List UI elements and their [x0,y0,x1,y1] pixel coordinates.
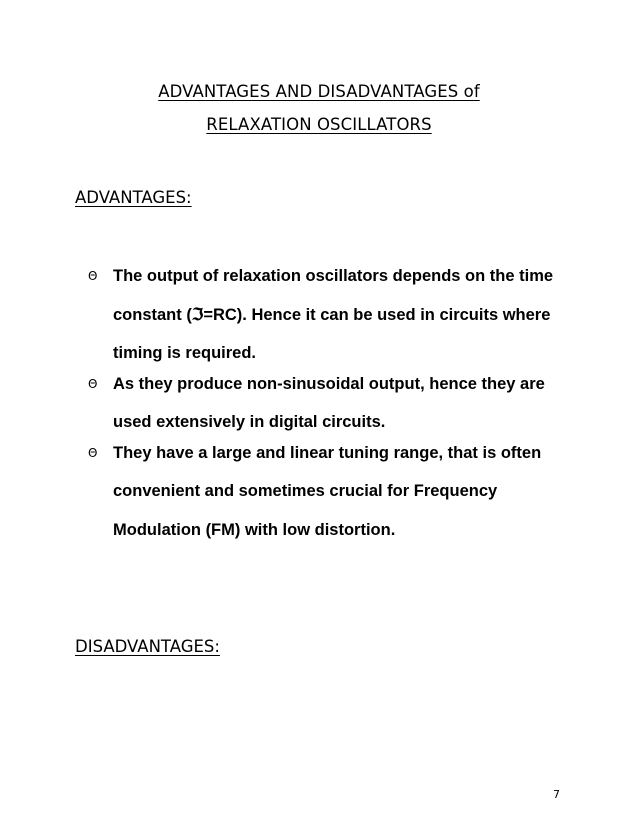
list-item [88,434,558,550]
advantages-list [88,265,558,549]
list-item [88,365,558,442]
theta-bullet-icon: Θ [88,376,98,391]
list-item-text: As they produce non-sinusoidal output, hence they are used extensively in digital circuits. [113,374,545,431]
theta-bullet-icon: Θ [88,445,98,460]
disadvantages-heading: DISADVANTAGES: [75,637,220,656]
theta-bullet-icon: Θ [88,269,98,283]
page-number: 7 [553,788,560,801]
list-item [88,257,558,373]
advantages-heading: ADVANTAGES: [75,188,192,207]
list-item-text: They have a large and linear tuning range, that is often convenient and sometimes crucial for Frequency Modulation (FM) with low distortion. [113,443,542,539]
list-item-text: The output of relaxation oscillators depends on the time constant (ℑ=RC). Hence it can be used in circuits where timing is required. [113,267,554,362]
page-title-line-1: ADVANTAGES AND DISADVANTAGES of [158,82,480,101]
page-title-line-2: RELAXATION OSCILLATORS [206,115,432,134]
